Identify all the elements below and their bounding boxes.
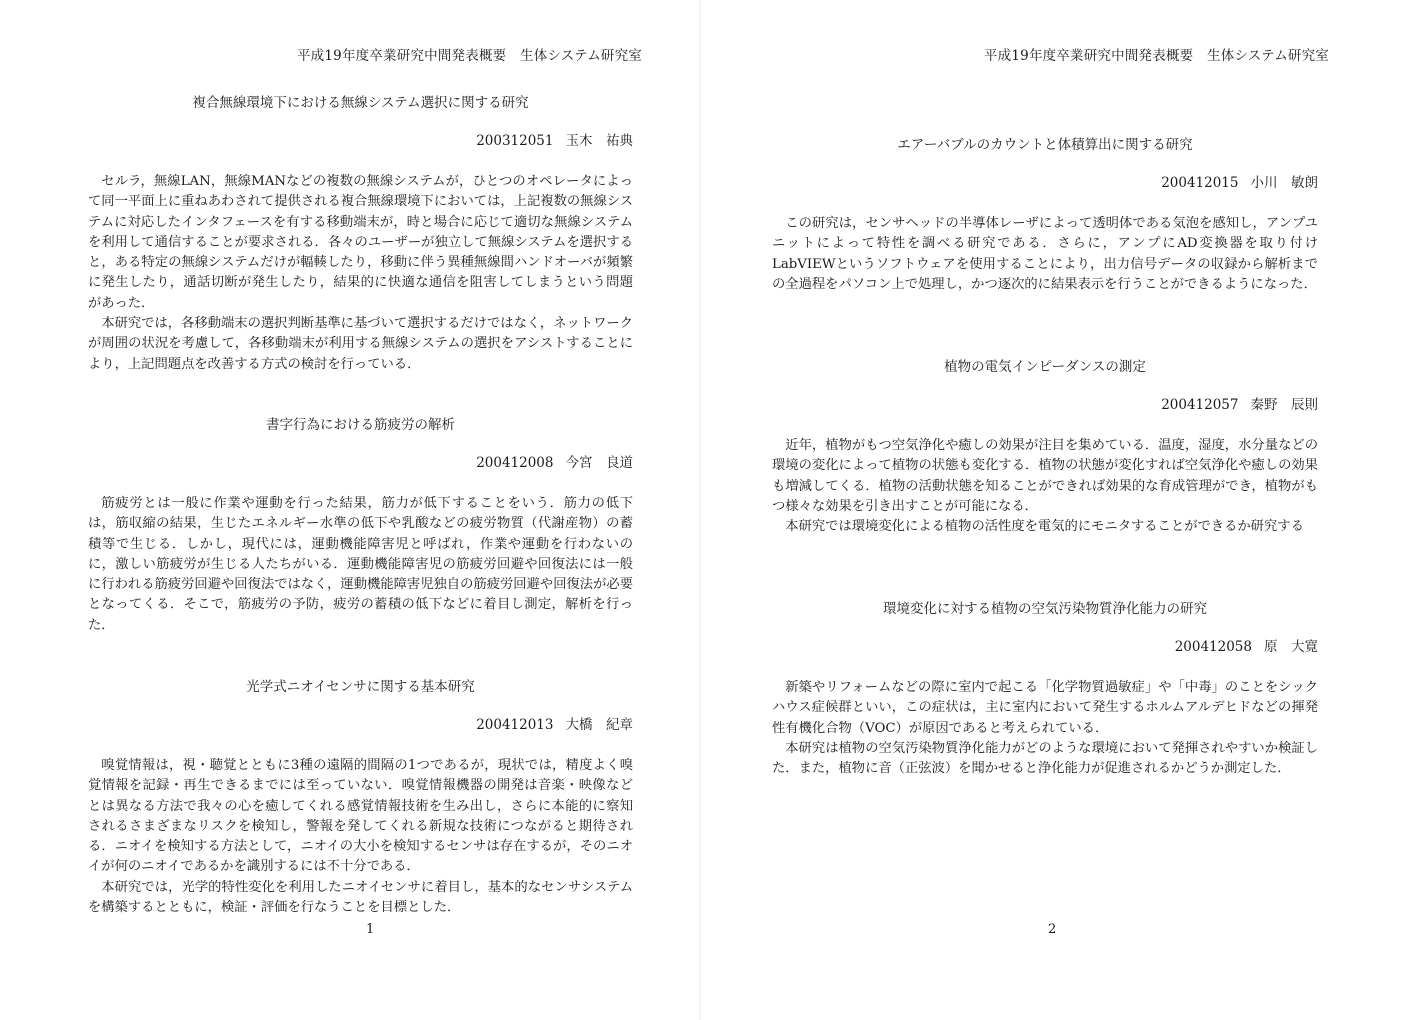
paragraph: セルラ，無線LAN，無線MANなどの複数の無線システムが，ひとつのオペレータによって同一平面上に重ねあわされて提供される複合無線環境下においては，上記複数の無線システムに対応したインタフェースを有する移動端末が，時と場合に応じて適切な無線システムを利用して通信することが要求される．各々のユーザーが独立して無線システムを選択すると，ある特定の無線システムだけが輻輳したり，移動に伴う異種無線間ハンドオーバが頻繁に発生したり，通話切断が発生したり，結果的に快適な通信を阻害してしまうという問題があった． xyxy=(88,174,633,311)
article-title: 環境変化に対する植物の空気汚染物質浄化能力の研究 xyxy=(883,601,1207,617)
article-plant-air-purification xyxy=(772,600,1318,779)
page-number: 1 xyxy=(366,922,375,937)
paragraph: 嗅覚情報は，視・聴覚とともに3種の遠隔的間隔の1つであるが，現状では，精度よく嗅覚情報を記録・再生できるまでには至っていない．嗅覚情報機器の開発は音楽・映像などとは異なる方法で我々の心を癒してくれる感覚情報技術を生み出し，さらに本能的に察知されるさまざまなリスクを検知し，警報を発してくれる新規な技術につながると期待される．ニオイを検知する方法として，ニオイの大小を検知するセンサは存在するが，そのニオイが何のニオイであるかを識別するには不十分である． xyxy=(88,758,633,875)
article-author xyxy=(772,174,1318,192)
paragraph: 本研究では環境変化による植物の活性度を電気的にモニタすることができるか研究する xyxy=(785,519,1304,535)
article-body xyxy=(772,436,1318,537)
author-name: 今宮 良道 xyxy=(565,455,633,471)
article-title: 光学式ニオイセンサに関する基本研究 xyxy=(246,679,475,695)
author-id: 200312051 xyxy=(476,133,554,149)
article-title: 植物の電気インピーダンスの測定 xyxy=(944,359,1146,375)
author-id: 200412008 xyxy=(476,455,554,471)
paragraph: 筋疲労とは一般に作業や運動を行った結果，筋力が低下することをいう．筋力の低下は，筋収縮の結果，生じたエネルギー水準の低下や乳酸などの疲労物質（代謝産物）の蓄積等で生じる．しかし，現代には，運動機能障害児と呼ばれ，作業や運動を行わないのに，激しい筋疲労が生じる人たちがいる．運動機能障害児の筋疲労回避や回復法には一般に行われる筋疲労回避や回復法ではなく，運動機能障害児独自の筋疲労回避や回復法が必要となってくる．そこで，筋疲労の予防，疲労の蓄積の低下などに着目し測定，解析を行った． xyxy=(88,496,633,633)
paragraph: 新築やリフォームなどの際に室内で起こる「化学物質過敏症」や「中毒」のことをシックハウス症候群といい，この症状は，主に室内において発生するホルムアルデヒドなどの揮発性有機化合物（VOC）が原因であると考えられている． xyxy=(772,680,1318,736)
article-author xyxy=(88,132,633,150)
article-air-bubble xyxy=(772,136,1318,295)
page-2 xyxy=(700,0,1403,1020)
article-body xyxy=(772,214,1318,295)
author-id: 200412058 xyxy=(1174,639,1252,655)
author-id: 200412013 xyxy=(476,717,554,733)
article-title: 複合無線環境下における無線システム選択に関する研究 xyxy=(192,95,529,111)
article-body xyxy=(88,172,633,375)
author-id: 200412015 xyxy=(1161,175,1239,191)
author-name: 大橋 紀章 xyxy=(565,717,633,733)
page-1 xyxy=(0,0,700,1020)
author-name: 小川 敏朗 xyxy=(1250,175,1318,191)
paragraph: 本研究では，光学的特性変化を利用したニオイセンサに着目し，基本的なセンサシステムを構築するとともに，検証・評価を行なうことを目標とした． xyxy=(88,879,633,916)
author-name: 秦野 辰則 xyxy=(1250,397,1318,413)
article-author xyxy=(772,396,1318,414)
page-number: 2 xyxy=(1048,922,1057,937)
paragraph: 近年，植物がもつ空気浄化や癒しの効果が注目を集めている．温度，湿度，水分量などの環境の変化によって植物の状態も変化する．植物の状態が変化すれば空気浄化や癒しの効果も増減してくる．植物の活動状態を知ることができれば効果的な育成管理ができ，植物がもつ様々な効果を引き出すことが可能になる． xyxy=(772,438,1318,514)
article-plant-impedance xyxy=(772,358,1318,537)
article-author xyxy=(88,454,633,472)
author-name: 原 大寛 xyxy=(1264,639,1318,655)
article-wireless-system-selection xyxy=(88,94,633,375)
article-muscle-fatigue xyxy=(88,416,633,636)
paragraph: 本研究では，各移動端末の選択判断基準に基づいて選択するだけではなく，ネットワークが周囲の状況を考慮して，各移動端末が利用する無線システムの選択をアシストすることにより，上記問題点を改善する方式の検討を行っている． xyxy=(88,316,633,372)
article-title: 書字行為における筋疲労の解析 xyxy=(266,417,455,433)
paragraph: 本研究は植物の空気汚染物質浄化能力がどのような環境において発揮されやすいか検証した．また，植物に音（正弦波）を聞かせると浄化能力が促進されるかどうか測定した． xyxy=(772,740,1318,777)
page-header: 平成19年度卒業研究中間発表概要 生体システム研究室 xyxy=(983,48,1329,64)
author-id: 200412057 xyxy=(1161,397,1239,413)
article-author xyxy=(772,638,1318,656)
article-title: エアーバブルのカウントと体積算出に関する研究 xyxy=(897,137,1193,153)
article-odor-sensor xyxy=(88,678,633,918)
article-body xyxy=(88,756,633,918)
page-header: 平成19年度卒業研究中間発表概要 生体システム研究室 xyxy=(296,48,642,64)
author-name: 玉木 祐典 xyxy=(565,133,633,149)
article-body xyxy=(88,494,633,636)
paragraph: この研究は，センサヘッドの半導体レーザによって透明体である気泡を感知し，アンプユニットによって特性を調べる研究である．さらに，アンプにAD変換器を取り付けLabVIEWというソフトウェアを使用することにより，出力信号データの収録から解析までの全過程をパソコン上で処理し，かつ逐次的に結果表示を行うことができるようになった． xyxy=(772,216,1318,292)
article-author xyxy=(88,716,633,734)
article-body xyxy=(772,678,1318,779)
